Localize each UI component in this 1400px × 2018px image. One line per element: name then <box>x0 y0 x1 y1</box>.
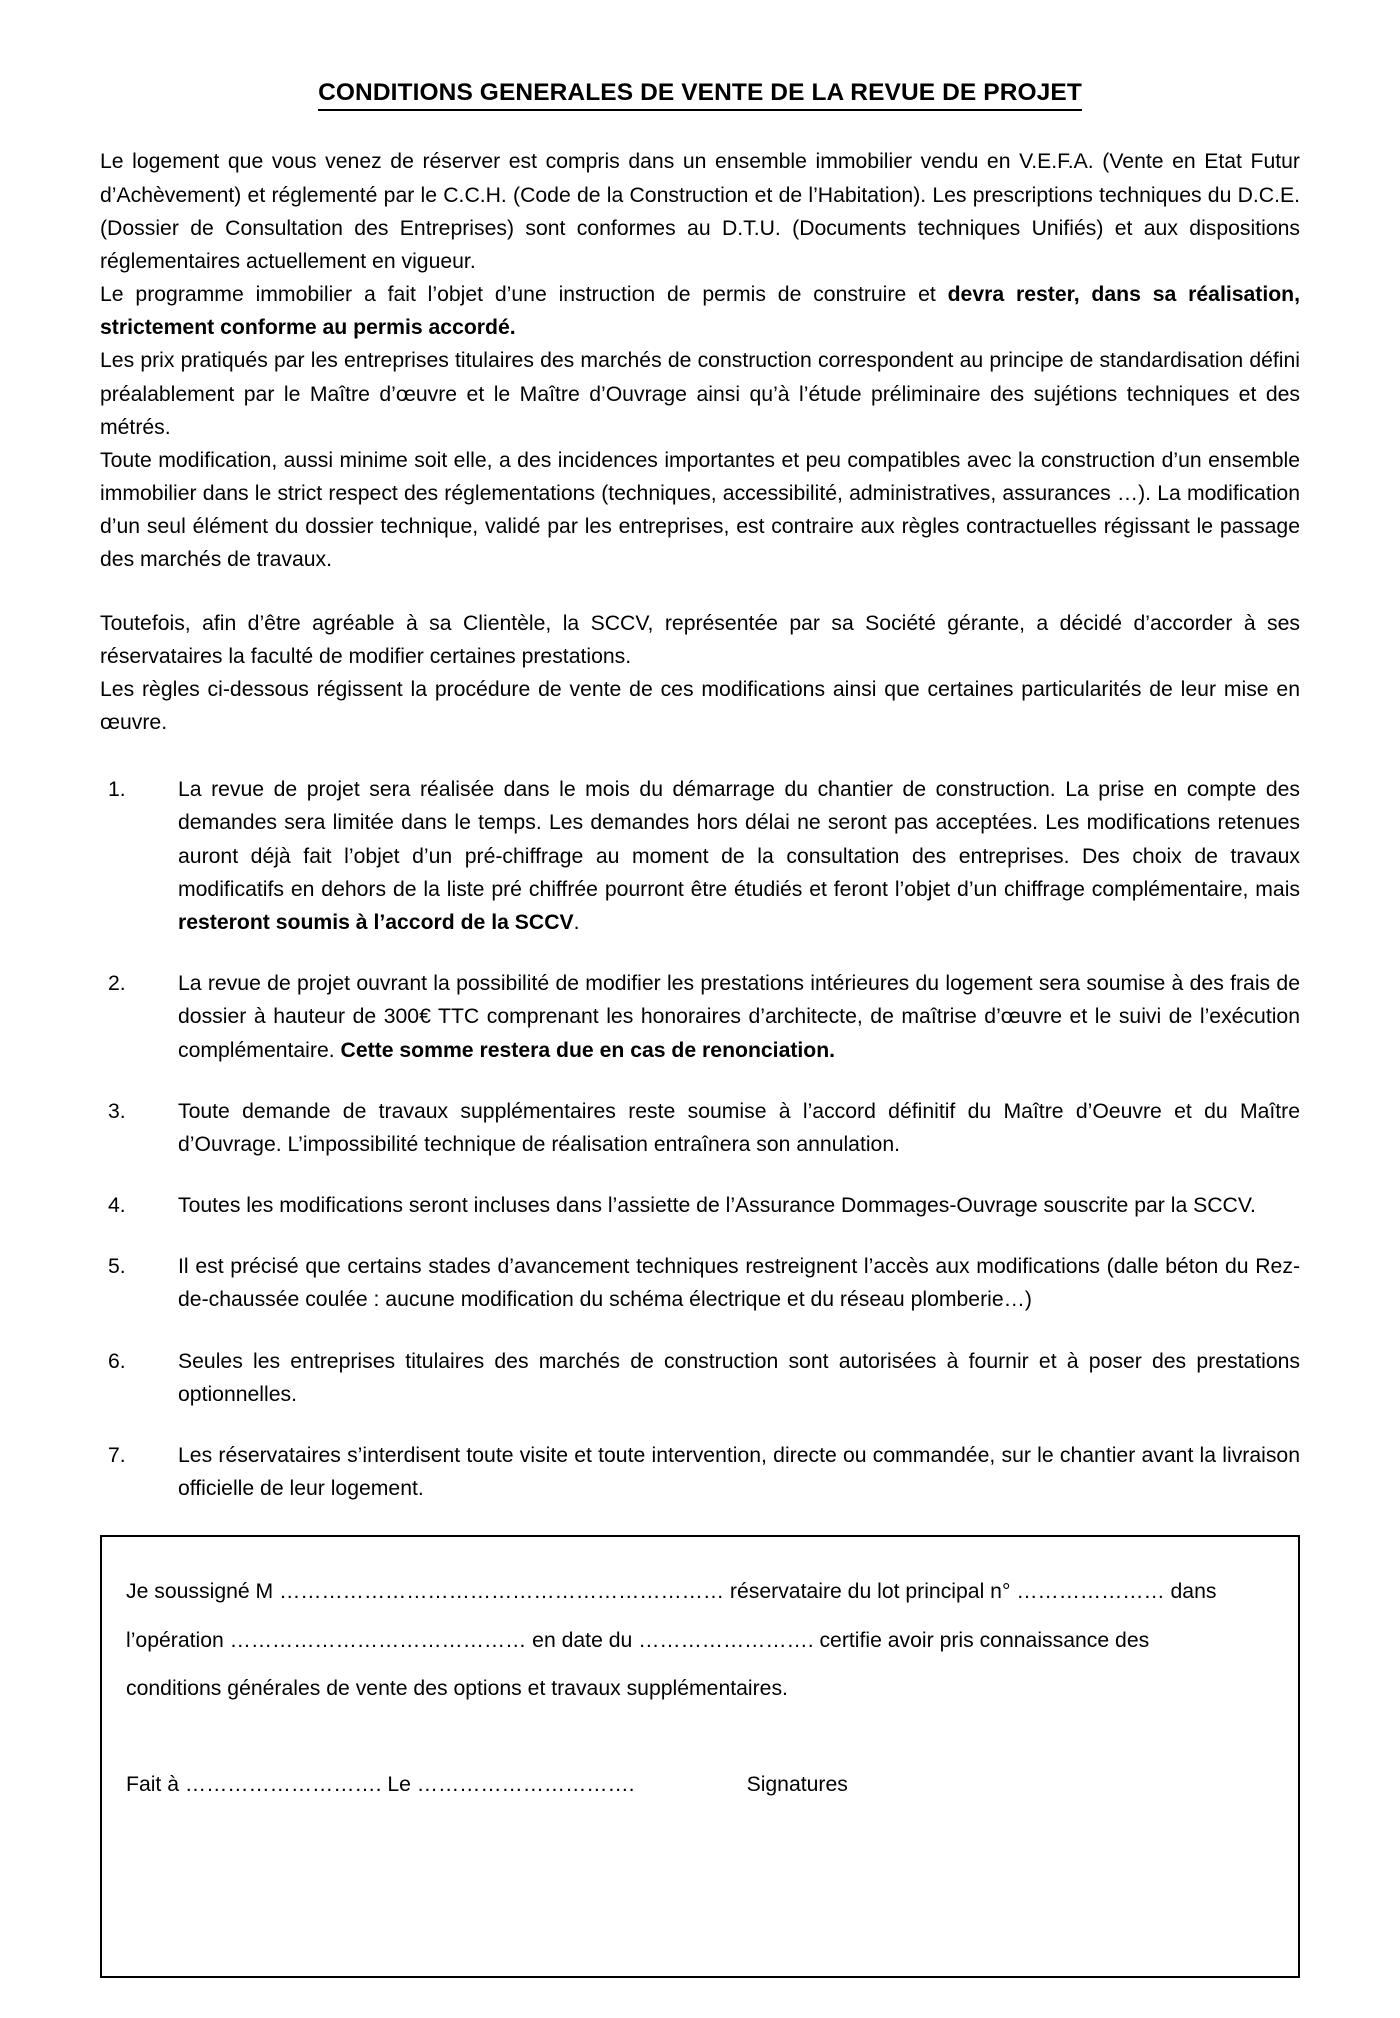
page-title-text: CONDITIONS GENERALES DE VENTE DE LA REVUE DE PROJET <box>318 78 1082 111</box>
paragraph-intro-2 <box>100 278 1300 344</box>
clause-item-7 <box>100 1439 1300 1505</box>
signature-line-undersigned[interactable]: Je soussigné M ……………………………………………………… réservataire du lot principal n° ………………… dans <box>126 1580 1217 1604</box>
plain-text: La revue de projet sera réalisée dans le mois du démarrage du chantier de construction. La prise en compte des demandes sera limitée dans le temps. Les demandes hors délai ne seront pas acceptées. Les modifications retenues auront déjà fait l’objet d’un pré-chiffrage au moment de la consultation des entreprises. Des choix de travaux modificatifs en dehors de la liste pré chiffrée pourront être étudiés et feront l’objet d’un chiffrage complémentaire, mais <box>178 778 1300 901</box>
paragraph-intro-4 <box>100 444 1300 577</box>
plain-text: Toutes les modifications seront incluses dans l’assiette de l’Assurance Dommages-Ouvrage souscrite par la SCCV. <box>178 1194 1256 1218</box>
paragraph-intro-6 <box>100 673 1300 739</box>
paragraph-intro-3 <box>100 344 1300 444</box>
plain-text: Les règles ci-dessous régissent la procédure de vente de ces modifications ainsi que certaines particularités de leur mise en œuvre. <box>100 677 1300 735</box>
clause-item-5 <box>100 1250 1300 1316</box>
emphasis-text: Cette somme restera due en cas de renonciation. <box>340 1038 836 1062</box>
emphasis-text: resteront soumis à l’accord de la SCCV <box>178 911 574 934</box>
paragraph-intro-1 <box>100 145 1300 278</box>
signature-area[interactable] <box>126 1802 1274 1952</box>
signature-footer-row <box>126 1768 1274 1802</box>
plain-text: Seules les entreprises titulaires des marchés de construction sont autorisées à fournir et à poser des prestations optionnelles. <box>178 1349 1300 1406</box>
intro-section <box>100 145 1300 739</box>
plain-text: Toute demande de travaux supplémentaires reste soumise à l’accord définitif du Maître d’Oeuvre et du Maître d’Ouvrage. L’impossibilité technique de réalisation entraînera son annulation. <box>178 1099 1300 1156</box>
plain-text: Le programme immobilier a fait l’objet d’une instruction de permis de construire et <box>100 283 948 307</box>
clause-list <box>100 773 1300 1505</box>
plain-text: Les réservataires s’interdisent toute visite et toute intervention, directe ou commandée, sur le chantier avant la livraison officielle de leur logement. <box>178 1443 1300 1501</box>
plain-text: . <box>573 911 580 934</box>
clause-item-1 <box>100 773 1300 939</box>
paragraph-intro-5 <box>100 607 1300 673</box>
clause-item-2 <box>100 967 1300 1067</box>
plain-text: Toute modification, aussi minime soit elle, a des incidences importantes et peu compatibles avec la construction d’un ensemble immobilier dans le strict respect des réglementations (techniques, accessibilité, administratives, assurances …). La modification d’un seul élément du dossier technique, validé par les entreprises, est contraire aux règles contractuelles régissant le passage des marchés de travaux. <box>100 448 1300 572</box>
clause-item-3 <box>100 1095 1300 1161</box>
plain-text: Il est précisé que certains stades d’avancement techniques restreignent l’accès aux modifications (dalle béton du Rez-de-chaussée coulée : aucune modification du schéma électrique et du réseau plomberie…) <box>178 1255 1300 1312</box>
clause-item-4 <box>100 1189 1300 1222</box>
signature-gap <box>126 1716 1274 1768</box>
paragraph-spacer <box>100 577 1300 607</box>
signature-line-acknowledgement: conditions générales de vente des options et travaux supplémentaires. <box>126 1677 788 1701</box>
signature-box <box>100 1535 1300 1978</box>
place-date-field[interactable]: Fait à ………………………. Le …………………………. <box>126 1773 635 1797</box>
signatures-label: Signatures <box>746 1773 848 1797</box>
plain-text: La revue de projet ouvrant la possibilité de modifier les prestations intérieures du logement sera soumise à des frais de dossier à hauteur de 300€ TTC comprenant les honoraires d’architecte, de maîtrise d’œuvre et le suivi de l’exécution complémentaire. <box>178 972 1300 1062</box>
signature-line-operation[interactable]: l’opération …………………………………… en date du ……………………. certifie avoir pris connaissance des <box>126 1628 1150 1652</box>
clause-item-6 <box>100 1345 1300 1411</box>
page-title <box>100 78 1300 111</box>
emphasis-text: devra rester, dans sa réalisation, strictement conforme au permis accordé. <box>100 283 1300 340</box>
plain-text: Les prix pratiqués par les entreprises titulaires des marchés de construction correspondent au principe de standardisation défini préalablement par le Maître d’œuvre et le Maître d’Ouvrage ainsi qu’à l’étude préliminaire des sujétions techniques et des métrés. <box>100 349 1300 439</box>
plain-text: Le logement que vous venez de réserver est compris dans un ensemble immobilier vendu en V.E.F.A. (Vente en Etat Futur d’Achèvement) et réglementé par le C.C.H. (Code de la Construction et de l’Habitation). Les prescriptions techniques du D.C.E. (Dossier de Consultation des Entreprises) sont conformes au D.T.U. (Documents techniques Unifiés) et aux dispositions réglementaires actuellement en vigueur. <box>100 150 1300 273</box>
plain-text: Toutefois, afin d’être agréable à sa Clientèle, la SCCV, représentée par sa Société gérante, a décidé d’accorder à ses réservataires la faculté de modifier certaines prestations. <box>100 611 1300 668</box>
